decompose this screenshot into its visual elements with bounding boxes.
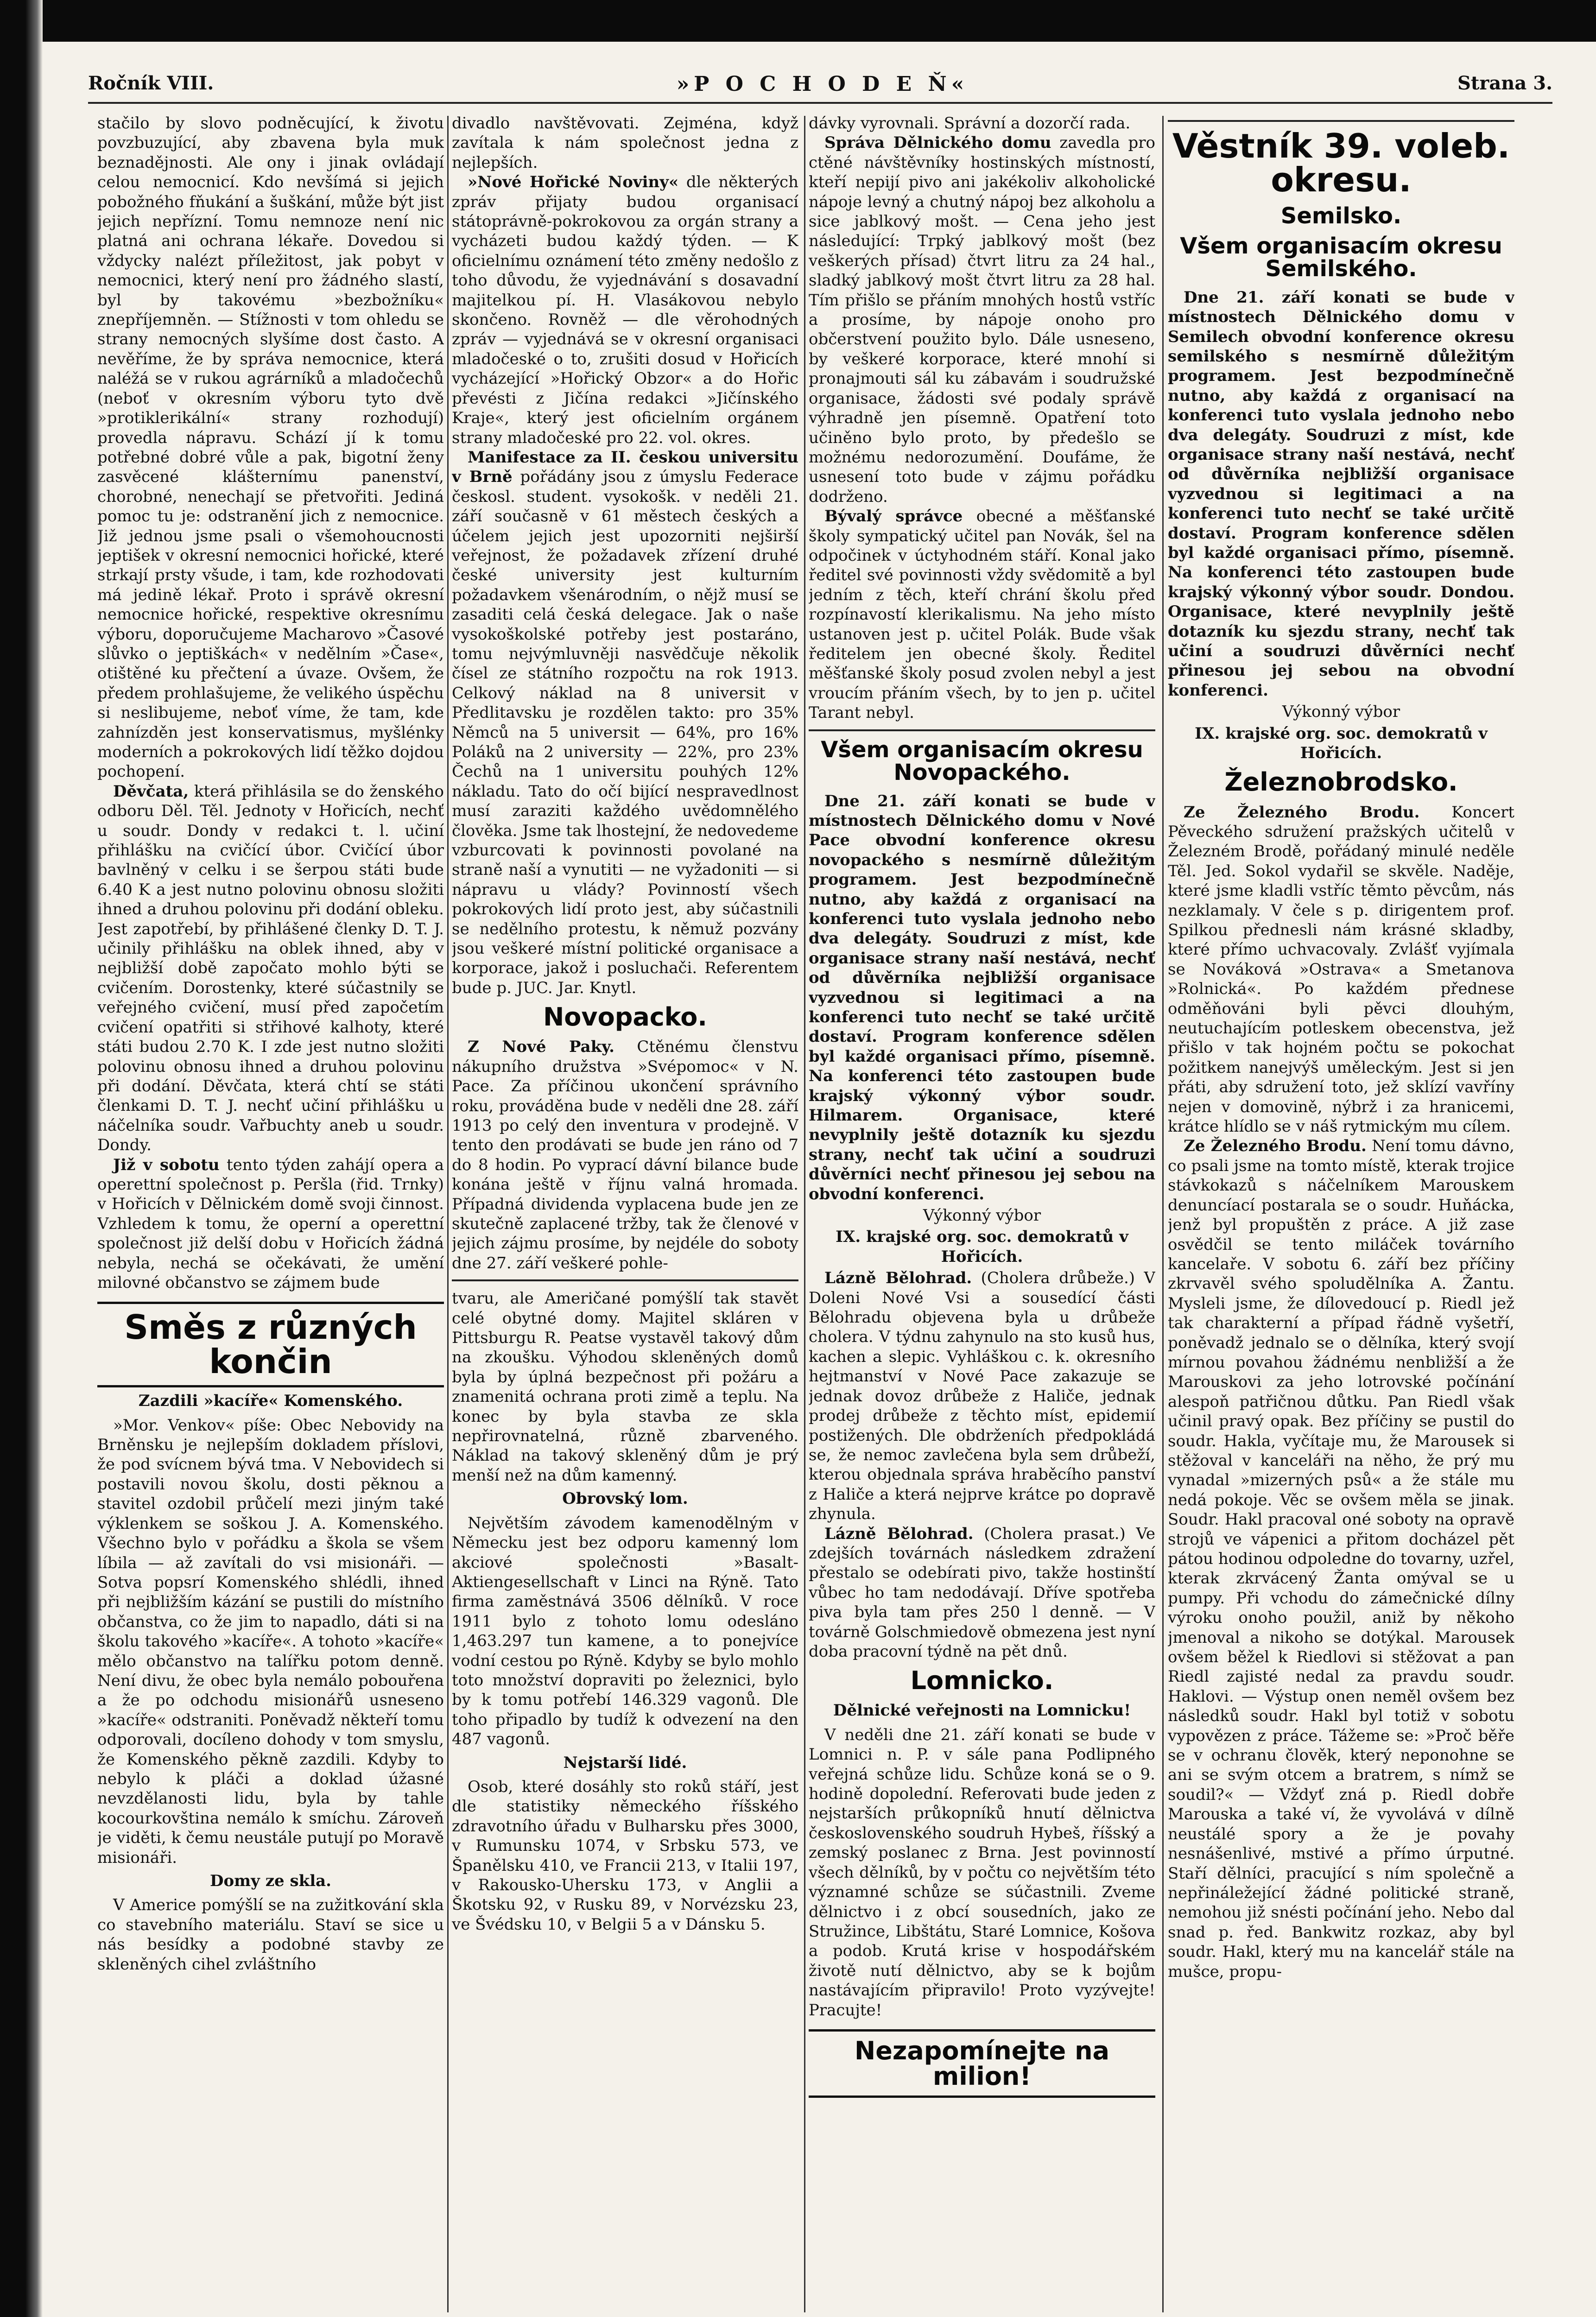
column-divider-1 <box>447 116 449 2312</box>
article-komensky: »Mor. Venkov« píše: Obec Nebovidy na Brněnsku je nejlepším dokladem příslovi, že pod svícnem bývá tma. V Nebovidech si postavili novou školu, dosti pěknou a stavitel ozdobil průčelí mezi jiným také výklenkem se soškou J. A. Komenského. Všechno bylo v pořádku a škola se všem líbila — až zavítali do vsi misionáři. — Sotva popsrí Komenského shlédli, ihned při nejbližším kázání se pustili do místního občanstva, co že jim to napadlo, dáti si na školu takového »kacíře«. A tohoto »kacíře« mělo občanstvo na talířku potom denně. Není divu, že obec byla nemálo pobouřena a že po odchodu misionářů usneseno »kacíře« odstraniti. Poněvadž někteří tomu odporovali, docíleno dohody v tom smyslu, že Komenského pěkně zazdili. Kdyby to nebylo k pláči a doklad úžasné nevzdělanosti lidu, byla by tahle kocourkovština nemálo k smíchu. Zároveň je viděti, k čemu neustále putují po Moravě misionáři. <box>97 1416 444 1867</box>
scan-binding-edge <box>0 0 43 2317</box>
column-1 <box>97 114 444 2315</box>
article-stavkokazi <box>1168 1136 1514 1981</box>
subheading-lomnicko: Dělnické veřejnosti na Lomnicku! <box>833 1701 1131 1720</box>
masthead-title: »P O C H O D E Ň« <box>676 72 969 96</box>
article-opera-body: tento týden zahájí opera a operettní společnost p. Peršla (řid. Trnky) v Hořicích v Dělnickém domě svoji činnost. Vzhledem k tomu, že operní a operettní společnost již delší dobu v Hořicích žádná nebyla, nechá se očekávati, že umění milovné občanstvo se zájmem bude <box>97 1155 444 1292</box>
section-heading-semilsko: Semilsko. <box>1280 203 1402 229</box>
article-universita-lead: Manifestace za II. českou universitu v Brně <box>452 448 798 487</box>
article-universita <box>452 448 798 998</box>
header-rule <box>88 102 1552 104</box>
signature-committee: Výkonný výbor <box>923 1206 1041 1225</box>
section-rule <box>452 1279 798 1281</box>
section-heading-novopacky: Všem organisacím okresu Novopackého. <box>821 736 1143 785</box>
column-4 <box>1168 114 1514 2315</box>
signature-committee: Výkonný výbor <box>1282 703 1400 722</box>
article-opera-lead: Již v sobotu <box>113 1155 220 1174</box>
article-horicke-noviny-lead: »Nové Hořické Noviny« <box>468 173 679 192</box>
page-header <box>79 64 1566 115</box>
scan-top-border <box>0 0 1596 42</box>
article-byvaly-spravce <box>809 506 1155 722</box>
article-devcata-body: která přihlásila se do ženského odboru Děl. Těl. Jednoty v Hořicích, nechť u soudr. Dondy v redakci t. l. učiní přihlášku na cvičící úbor. Cvičící úbor bavlněný v celku i se šerpou státi bude 6.40 K a jest nutno polovinu obnosu složiti ihned a druhou polovinu při dodání obleku. Jest zapotřebí, by přihlášené členky D. T. J. učinily přihlášku na oblek ihned, aby v nejbližší době započato mohlo býti se cvičením. Dorostenky, které súčastnily se veřejného cvičení, musí před započetím cvičení opatřiti si střihové kalhoty, které státi budou 2.70 K. I zde jest nutno složiti polovinu obnosu ihned a druhou polovinu při dodání. Děvčata, která chtí se státi členkami D. T. J. nechť učiní přihlášku u náčelníka soudr. Vařbuchty aneb u soudr. Dondy. <box>97 782 444 1155</box>
column-2 <box>452 114 798 2315</box>
article-nejstarsi-lide: Osob, které dosáhly sto roků stáří, jest dle statistiky německého říšského zdravotního úřadu v Bulharsku přes 3000, v Rumunsku 1074, v Srbsku 573, ve Španělsku 410, ve Francii 213, v Italii 197, v Rakousko-Uhersku 173, v Anglii a Škotsku 92, v Rusku 89, v Norvézsku 23, ve Švédsku 10, v Belgii 5 a v Dánsku 5. <box>452 1777 798 1934</box>
article-devcata <box>97 782 444 1155</box>
article-opera <box>97 1155 444 1293</box>
article-obrovsky-lom: Největším závodem kamenodělným v Německu jest bez odporu kamenný lom akciové společnosti »Basalt-Aktiengesellschaft v Linci na Rýně. Tato firma zaměstnává 3506 dělníků. V roce 1911 bylo z tohoto lomu odesláno 1,463.297 tun kamene, a to ponejvíce vodní cestou po Rýně. Kdyby se bylo mohlo toto množství dopraviti po železnici, bylo by k tomu potřebí 146.329 vagonů. Dle toho připadlo by tudíž k odvezení na den 487 vagonů. <box>452 1513 798 1749</box>
page-number: Strana 3. <box>1457 72 1552 94</box>
subheading-domy-ze-skla: Domy ze skla. <box>210 1872 331 1890</box>
column-3 <box>809 114 1155 2315</box>
article-delnicky-dum-lead: Správa Dělnického domu <box>824 133 1051 152</box>
section-heading-vestnik: Věstník 39. voleb. okresu. <box>1172 127 1510 200</box>
article-koncert <box>1168 803 1514 1137</box>
slogan-box <box>809 2029 1155 2098</box>
volume-label: Ročník VIII. <box>88 72 214 94</box>
section-heading-zeleznobrodsko: Železnobrodsko. <box>1224 767 1458 797</box>
article-koncert-body: Koncert Pěveckého sdružení pražských učitelů v Železném Brodě, pořádaný minulé neděle Těl. Jed. Sokol vydařil se skvěle. Naděje, které jsme kladli vstříc těmto pěvcům, nás nezklamaly. V čele s p. dirigentem prof. Spilkou přednesli nám krásné skladby, které přímo uchvacovaly. Zvlášť vyjímala se Nováková »Ostrava« a Smetanova »Rolnická«. Po každém přednese odměňováni byli pěvci dlouhým, neutuchajícím potleskem obecenstva, jež přišlo v tak hojném počtu se pokochat požitkem nanejvýš uměleckým. Jest si jen přáti, aby sdružení toto, jež sklízí vavříny nejen v domovině, nýbrž i za hranicemi, krátce hlídlo se v náš rytmickým mu cílem. <box>1168 803 1514 1136</box>
slogan-milion: Nezapomínejte na milion! <box>855 2036 1109 2091</box>
article-delnicky-dum <box>809 133 1155 506</box>
article-universita-body: pořádány jsou z úmyslu Federace českosl. student. vysokošk. v neděli 21. září současně v 61 městech českých a účelem jejich jest upozorniti nejširší veřejnost, že požadavek zřízení druhé české university jest kulturním požadavkem všenárodním, o nějž musí se zasaditi celá česká delegace. Jak o naše vysokoškolské potřeby jest postaráno, tomu nejvýmluvněji nasvědčuje několik čísel ze státního rozpočtu na rok 1913. Celkový náklad na 8 universit v Předlitavsku je rozdělen takto: pro 35% Němců na 5 universit — 64%, pro 16% Poláků na 2 university — 22%, pro 23% Čechů na 1 universitu pouhých 12% nákladu. Tato do očí bijící nespravedlnost musí zaraziti každého uvědomnělého člověka. Jsme tak lhostejní, že nedovedeme vzburcovati k povinnosti povolané na straně naší a vynutiti — ne vyžadoniti — si nápravu u vlády? Povinností všech pokrokových lidí proto jest, aby súčastnili se nedělního protestu, k němuž pozvány jsou veškeré místní politické organisace a korporace, jakož i posluchači. Referentem bude p. JUC. Jar. Knytl. <box>452 468 798 997</box>
article-horicke-noviny <box>452 172 798 448</box>
subheading-nejstarsi-lide: Nejstarší lidé. <box>563 1753 687 1772</box>
article-koncert-lead: Ze Železného Brodu. <box>1184 803 1420 822</box>
article-opera-cont: divadlo navštěvovati. Zejména, když zavítala k nám společnost jedna z nejlepších. <box>452 114 798 172</box>
article-nemocnice-cont: stačilo by slovo podněcující, k životu povzbuzující, aby zbavena byla muk beznadějnosti. Ale ony i jinak ovládají celou nemocnicí. Kdo nevšímá si jejich pobožného fňukání a šuškání, může být jist jejich nepřízní. Tomu nemnoze není nic platná ani ochrana lékaře. Dovedou si vždycky nalézt příležitost, jak pobyt v nemocnici, který není pro žádného slastí, byl by takovému »bezbožníku« znepříjemněn. — Stížnosti v tom ohledu se strany nemocných slyšíme dost často. A nevěříme, že by správa nemocnice, která naléžá se v rukou agrárníků a mladočechů (neboť v okresním výboru tyto dvě »protiklerikální« strany rozhodují) provedla nápravu. Schází jí k tomu potřebné dobré vůle a pak, bigotní ženy zasvěcené klášternímu panenství, chorobné, nenechají se přetvořiti. Jediná pomoc tu je: odstranění jich z nemocnice. Již jednou jsme psali o všemohoucnosti jeptišek v okresní nemocnici hořické, které strkají prsty všude, i tam, kde rozhodovati má jedině lékař. Proto i správě okresní nemocnice hořické, respektive okresnímu výboru, doporučujeme Macharovo »Časové slůvko o jeptiškách« v nedělním »Čase«, otištěné ku přečtení a úvaze. Ovšem, že předem prohlašujeme, že velikého úspěchu si neslibujeme, neboť víme, že tam, kde zahnízděn jest konservatismus, myšlénky moderních a pokrokových lidí těžko dojdou pochopení. <box>97 114 444 781</box>
article-lomnice-schuze: V neděli dne 21. září konati se bude v Lomnici n. P. v sále pana Podlipného veřejná schůze lidu. Schůze koná se o 9. hodině dopolední. Referovati bude jeden z nejstarších průkopníků hnutí dělnictva československého soudruh Hybeš, říšský a zemský poslanec z Brna. Jest povinností všech dělníků, by v počtu co největším této významné schůze se súčastnili. Zveme dělnictvo i z obcí sousedních, jako ze Stružince, Libštátu, Staré Lomnice, Košova a podob. Krutá krise v hospodářském životě nutí dělnictvo, aby se k bojům nastávajícím připravilo! Proto vyzývejte! Pracujte! <box>809 1725 1155 2019</box>
article-belohrad-drubez-lead: Lázně Bělohrad. <box>824 1269 972 1288</box>
notice-konference-novopacko: Dne 21. září konati se bude v místnostech Dělnického domu v Nové Pace obvodní konference okresu novopackého s nesmírně důležitým programem. Jest bezpodmínečně nutno, aby každá z organisací na konferenci tuto vyslala jednoho nebo dva delegáty. Soudruzi z míst, kde organisace strany naší nestává, nechť od důvěrníka nejbližší organisace vyzvednou si legitimaci a na konferenci tuto nechť se také určitě dostaví. Program konference sdělen byl každé organisaci přímo, písemně. Na konferenci této zastoupen bude krajský výkonný výbor soudr. Hilmarem. Organisace, které nevyplnily ještě dotazník ku sjezdu strany, nechť tak učiní a soudruzi důvěrníci nechť přinesou jej sebou na obvodní konferenci. <box>809 791 1155 1203</box>
article-domy-ze-skla: V Americe pomýšlí se na zužitkování skla co stavebního materiálu. Staví se sice u nás besídky a podobné stavby ze skleněných cihel zvláštního <box>97 1896 444 1974</box>
section-box-smes <box>97 1302 444 1387</box>
article-byvaly-spravce-body: obecné a měšťanské školy sympatický učitel pan Novák, šel na odpočinek v úctyhodném stáří. Konal jako ředitel své povinnosti vždy svědomitě a byl jedním z těch, kteří chrání školu před rozpínavostí klerikalismu. Na jeho místo ustanoven jest p. učitel Polák. Bude však ředitelem jen obecné školy. Ředitel měšťanské školy posud zvolen nebyl a jest vroucím přáním všech, by to jen p. učitel Tarant nebyl. <box>809 507 1155 722</box>
article-stavkokazi-lead: Ze Železného Brodu. <box>1184 1137 1367 1156</box>
section-rule <box>1168 120 1514 122</box>
article-nova-paka-cont: dávky vyrovnali. Správní a dozorčí rada. <box>809 114 1131 133</box>
article-belohrad-drubez-body: (Cholera drůbeže.) V Doleni Nové Vsi a sousedící části Bělohradu objevena byla u drůbeže cholera. V týdnu zahynulo na sto kusů hus, kachen a slepic. Vyhláškou c. k. okresního hejtmanství v Nové Pace zakazuje se jednak dovoz drůbeže z Haliče, jednak prodej drůbeže z těchto míst, epidemií postižených. Dle obdrženích předpokládá se, že nemoc zavlečena byla sem drůbeží, kterou objednala správa hraběcího panství z Haliče a která nejprve krátce po dopravě zhynula. <box>809 1269 1155 1524</box>
article-domy-ze-skla-cont: tvaru, ale Američané pomýšlí tak stavět celé obytné domy. Majitel skláren v Pittsburgu R. Peatse vystavěl takový dům na zkoušku. Výhodou skleněných domů byla by úplná bezpečnost při požáru a znamenitá ochrana proti zimě a teplu. Na konec by byla stavba ze skla nepřirovnatelná, různě zbarveného. Náklad na takový skleněný dům je prý menší než na dům kamenný. <box>452 1289 798 1485</box>
subheading-obrovsky-lom: Obrovský lom. <box>562 1489 688 1508</box>
article-horicke-noviny-body: dle některých zpráv přijaty budou organisací státoprávně-pokrokovou za orgán strany a vycházeti budou každý týden. — K oficielnímu oznámení této změny nedošlo z toho důvodu, že vyjednávání s dosavadní majitelkou pí. H. Vlasákovou nebylo skončeno. Rovněž — dle věrohodných zpráv — vyjednává se v okresní organisaci mladočeské o to, zrušiti dosud v Hořicích vycházející »Hořický Obzor« a do Hořic převésti z Jičína redakci »Jičínského Kraje«, který jest oficielním orgánem strany mladočeské pro 22. vol. okres. <box>452 173 798 447</box>
article-nova-paka <box>452 1037 798 1273</box>
article-delnicky-dum-body: zavedla pro ctěné návštěvníky hostinských místností, kteří nepijí pivo ani jakékoliv alkoholické nápoje levný a chutný nápoj bez alkoholu a sice jablkový mošt. — Cena jeho jest následující: Trpký jablkový mošt (bez veškerých přísad) čtvrt litru za 24 hal., sladký jablkový mošt čtvrt litru za 28 hal. Tím přišlo se přáním mnohých hostů vstříc a prosíme, by nápoje onoho pro občerstvení použito bylo. Dále usneseno, by veškeré korporace, které mnohí si pronajmouti sál ku zábavám i soudružské organisace, žádosti své podaly správě výhradně jen písemně. Opatření toto učiněno bylo proto, by předešlo se možnému nedorozumění. Doufáme, že usnesení toto bude v zájmu pořádku dodrženo. <box>809 133 1155 506</box>
column-divider-3 <box>1162 116 1164 2312</box>
article-nova-paka-body: Ctěnému členstvu nákupního družstva »Svépomoc« v N. Pace. Za příčinou ukončení správního roku, prováděna bude v neděli dne 28. září 1913 po celý den inventura v prodejně. V tento den prodávati se bude jen ráno od 7 do 8 hodin. Po vyprací dávní bilance bude konána ještě v říjnu valná hromada. Případná dividenda vyplacena bude jen ze skutečně zaplacené tržby, tak že členové v jejich zájmu prosíme, by nejdéle do soboty dne 27. září veškeré pohle- <box>452 1038 798 1272</box>
article-nova-paka-lead: Z Nové Paky. <box>468 1038 614 1057</box>
article-belohrad-prasat-lead: Lázně Bělohrad. <box>824 1524 974 1543</box>
article-devcata-lead: Děvčata, <box>113 782 189 801</box>
article-belohrad-drubez <box>809 1268 1155 1524</box>
column-divider-2 <box>804 116 805 2312</box>
article-belohrad-prasat-body: (Cholera prasat.) Ve zdejších továrnách následkem zdražení přestalo se odebírati pivo, takže hostinští vůbec ho tam nedodávají. Dříve spotřeba piva byla tam přes 250 l denně. — V továrně Golschmiedově obmezena jest nyní doba pracovní týdně na pět dnů. <box>809 1524 1155 1661</box>
page-content <box>79 56 1566 2317</box>
article-byvaly-spravce-lead: Bývalý správce <box>824 507 963 526</box>
signature-organisation: IX. krajské org. soc. demokratů v Hořicích. <box>836 1228 1128 1266</box>
section-rule <box>809 729 1155 731</box>
section-heading-smes: Směs z různých končin <box>124 1308 417 1381</box>
section-heading-novopacko: Novopacko. <box>543 1002 707 1032</box>
section-heading-semilsky: Všem organisacím okresu Semilského. <box>1180 233 1502 282</box>
signature-organisation: IX. krajské org. soc. demokratů v Hořicích. <box>1195 724 1488 763</box>
subheading-komensky: Zazdili »kacíře« Komenského. <box>138 1392 403 1411</box>
section-heading-lomnicko: Lomnicko. <box>910 1666 1054 1696</box>
article-stavkokazi-body: Není tomu dávno, co psali jsme na tomto místě, kterak trojice stávkokazů s náčelníkem Marouskem denuncíací postarala se o soudr. Huňácka, jenž byl propuštěn z práce. A již zase osvědčil se tento miláček továrního kancelaře. V sobotu 6. září bez příčiny zkrvavěl svého spoludělníka A. Žantu. Mysleli jsme, že dílovedoucí p. Riedl jež tak charakterní a případ řádně vyšetří, poněvadž jednalo se o dělníka, který svojí mírnou povahou žádnému nenbližší a že Marouskovi za jeho lotrovské počínání alespoň patřičnou důtku. Pan Riedl však učinil pravý opak. Bez příčiny se pustil do soudr. Hakla, vyčítaje mu, že Marousek si stěžoval v kanceláři na něho, že prý mu vynadal »mizerných psů« a že stále mu nedá pokoje. Věc se ovšem měla se jinak. Soudr. Hakl pracoval oné soboty na opravě strojů ve vápenici a přitom docházel pět pátou hodinou odpoledne do tovarny, uzřel, kterak zkrvácený Žanta omýval se u pumpy. Při vchodu do zámečnické dílny výroku onoho použil, aniž by někoho jmenoval a nikoho se dotýkal. Marousek ovšem běžel k Riedlovi si stěžovat a pan Riedl zajisté nedal za pravdu soudr. Haklovi. — Výstup onen neměl ovšem bez následků soudr. Hakl byl totiž v sobotu vypovězen z práce. Tážeme se: »Proč běře se v ochranu člověk, který neponohne se ani se svým otcem a bratrem, s nímž se soudil?« — Vždyť zná p. Riedl dobře Marouska a také ví, že vyvolává v dílně neustálé spory a že je povahy nesnášenlivé, mstivé a přímo úrputné. Staří dělníci, pracující s ním společně a nepřináležející žádné politické straně, nemohou již snésti počínání jeho. Nebo dal snad p. řed. Bankwitz rozkaz, aby byl soudr. Hakl, který mu na kancelář stále na mušce, propu- <box>1168 1137 1514 1981</box>
notice-konference-semilsko: Dne 21. září konati se bude v místnostech Dělnického domu v Semilech obvodní konference okresu semilského s nesmírně důležitým programem. Jest bezpodmínečně nutno, aby každá z organisací na konferenci tuto vyslala jednoho nebo dva delegáty. Soudruzi z míst, kde organisace strany naší nestává, nechť od důvěrníka nejbližší organisace vyzvednou si legitimaci a na konferenci tuto nechť se také určitě dostaví. Program konference sdělen byl každé organisaci přímo, písemně. Na konferenci této zastoupen bude krajský výkonný výbor soudr. Dondou. Organisace, které nevyplnily ještě dotazník ku sjezdu strany, nechť tak učiní a soudruzi důvěrníci nechť přinesou jej sebou na obvodní konferenci. <box>1168 288 1514 700</box>
article-belohrad-prasat <box>809 1524 1155 1662</box>
